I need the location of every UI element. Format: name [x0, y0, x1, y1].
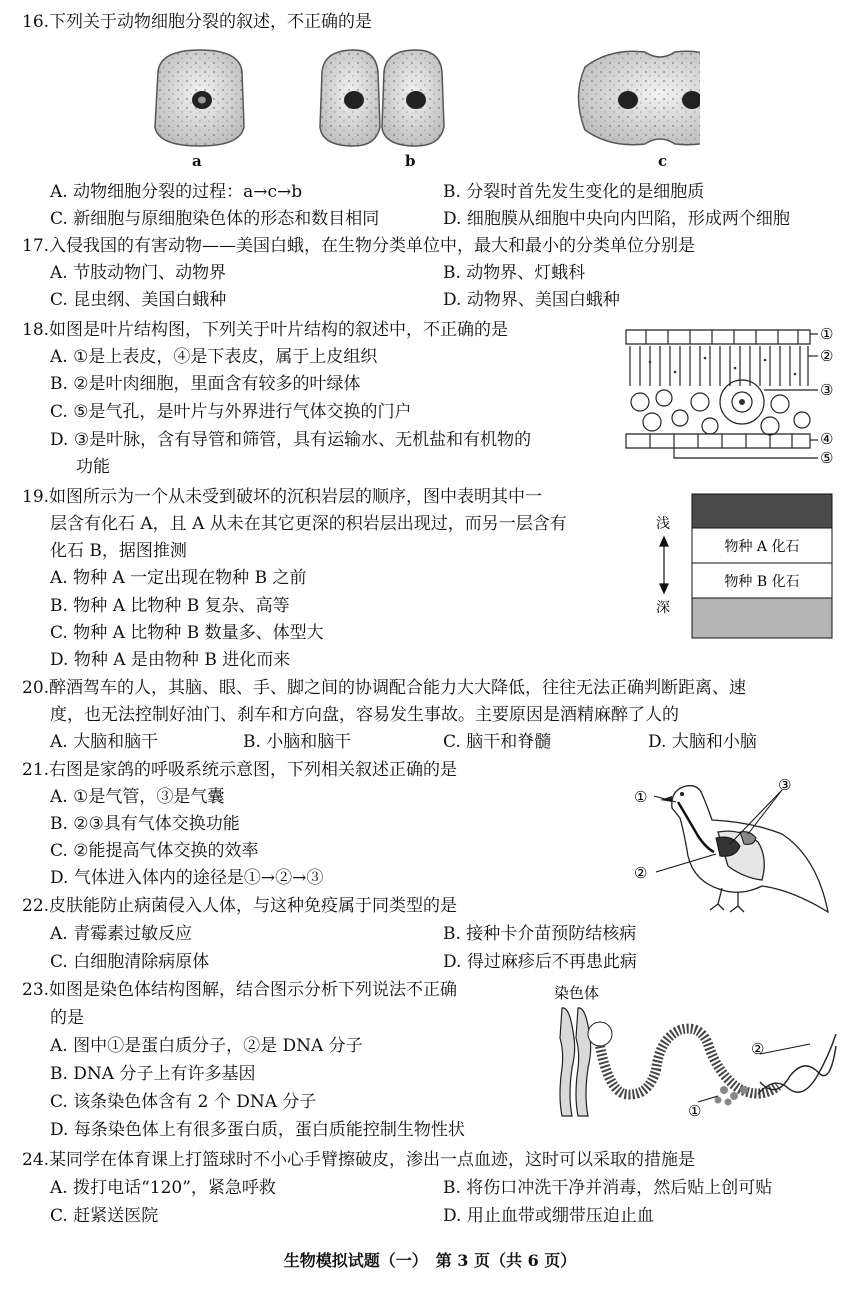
q20-option-d: D. 大脑和小脑	[648, 732, 757, 752]
leaf-label-1: ①	[820, 325, 834, 343]
q23-option-d: D. 每条染色体上有很多蛋白质，蛋白质能控制生物性状	[50, 1120, 465, 1140]
q23-option-c: C. 该条染色体含有 2 个 DNA 分子	[50, 1092, 317, 1112]
q16-option-b: B. 分裂时首先发生变化的是细胞质	[443, 182, 705, 202]
q22-option-d: D. 得过麻疹后不再患此病	[443, 952, 637, 972]
q16-stem: 16.下列关于动物细胞分裂的叙述，不正确的是	[22, 12, 373, 32]
leaf-label-5: ⑤	[820, 449, 834, 467]
chromosome-title: 染色体	[554, 984, 600, 1002]
q19-stem-2: 层含有化石 A，且 A 从未在其它更深的积岩层出现过，而另一层含有	[50, 514, 567, 534]
q22-option-b: B. 接种卡介苗预防结核病	[443, 924, 637, 944]
shallow-label: 浅	[656, 516, 670, 532]
q18-option-d-cont: 功能	[76, 457, 110, 477]
q21-option-c: C. ②能提高气体交换的效率	[50, 841, 259, 861]
q17-option-b: B. 动物界、灯蛾科	[443, 263, 586, 283]
leaf-label-2: ②	[820, 347, 834, 365]
q18-option-c: C. ⑤是气孔，是叶片与外界进行气体交换的门户	[50, 402, 412, 422]
q20-option-b: B. 小脑和脑干	[243, 732, 352, 752]
q16-option-c: C. 新细胞与原细胞染色体的形态和数目相同	[50, 209, 380, 229]
q20-stem-2: 度，也无法控制好油门、刹车和方向盘，容易发生事故。主要原因是酒精麻醉了人的	[50, 705, 679, 725]
cell-b	[320, 50, 444, 146]
q19-option-a: A. 物种 A 一定出现在物种 B 之前	[50, 568, 307, 588]
leaf-structure-figure	[620, 322, 840, 470]
q18-option-a: A. ①是上表皮，④是下表皮，属于上皮组织	[50, 347, 378, 367]
q21-stem: 21.右图是家鸽的呼吸系统示意图，下列相关叙述正确的是	[22, 760, 458, 780]
q22-option-c: C. 白细胞清除病原体	[50, 952, 210, 972]
q17-stem: 17.入侵我国的有害动物——美国白蛾，在生物分类单位中，最大和最小的分类单位分别是	[22, 236, 696, 256]
q16-option-d: D. 细胞膜从细胞中央向内凹陷，形成两个细胞	[443, 209, 790, 229]
q23-option-b: B. DNA 分子上有许多基因	[50, 1064, 256, 1084]
q19-stem-1: 19.如图所示为一个从未受到破坏的沉积岩层的顺序，图中表明其中一	[22, 487, 543, 507]
q19-option-d: D. 物种 A 是由物种 B 进化而来	[50, 650, 291, 670]
q17-option-d: D. 动物界、美国白蛾种	[443, 290, 620, 310]
pigeon-respiratory-figure	[632, 772, 832, 918]
depth-arrow	[660, 537, 668, 593]
q24-option-c: C. 赶紧送医院	[50, 1206, 159, 1226]
stratum-bottom	[692, 598, 832, 638]
deep-label: 深	[656, 600, 670, 616]
q18-option-b: B. ②是叶肉细胞，里面含有较多的叶绿体	[50, 374, 361, 394]
q22-stem: 22.皮肤能防止病菌侵入人体，与这种免疫属于同类型的是	[22, 896, 458, 916]
q23-stem-1: 23.如图是染色体结构图解，结合图示分析下列说法不正确	[22, 980, 458, 1000]
q18-option-d: D. ③是叶脉，含有导管和筛管，具有运输水、无机盐和有机物的	[50, 430, 532, 450]
label-c: c	[658, 152, 668, 170]
q24-option-d: D. 用止血带或绷带压迫止血	[443, 1206, 654, 1226]
stratum-top	[692, 494, 832, 528]
chromosome-label-1: ①	[688, 1102, 702, 1120]
q20-option-a: A. 大脑和脑干	[50, 732, 159, 752]
leaf-label-4: ④	[820, 430, 834, 448]
q21-option-a: A. ①是气管，③是气囊	[50, 787, 225, 807]
q24-option-b: B. 将伤口冲洗干净并消毒，然后贴上创可贴	[443, 1178, 773, 1198]
page-footer: 生物模拟试题（一） 第 3 页（共 6 页）	[283, 1251, 577, 1270]
q20-stem-1: 20.醉酒驾车的人，其脑、眼、手、脚之间的协调配合能力大大降低，往往无法正确判断距离、速	[22, 678, 747, 698]
q24-stem: 24.某同学在体育课上打篮球时不小心手臂擦破皮，渗出一点血迹，这时可以采取的措施是	[22, 1150, 696, 1170]
q23-stem-2: 的是	[50, 1008, 84, 1028]
cell-a	[155, 50, 244, 146]
label-b: b	[405, 152, 416, 170]
q18-stem: 18.如图是叶片结构图，下列关于叶片结构的叙述中，不正确的是	[22, 320, 509, 340]
chromosome-label-2: ②	[751, 1040, 765, 1058]
chromosome-figure	[548, 978, 838, 1126]
rock-strata-figure	[650, 490, 840, 642]
cell-division-figure	[140, 42, 700, 172]
q24-option-a: A. 拨打电话“120”，紧急呼救	[50, 1178, 276, 1198]
q20-option-c: C. 脑干和脊髓	[443, 732, 552, 752]
q19-option-b: B. 物种 A 比物种 B 复杂、高等	[50, 596, 290, 616]
q19-option-c: C. 物种 A 比物种 B 数量多、体型大	[50, 623, 324, 643]
q19-stem-3: 化石 B，据图推测	[50, 541, 187, 561]
q17-option-a: A. 节肢动物门、动物界	[50, 263, 227, 283]
cell-c	[579, 51, 701, 144]
q16-option-a: A. 动物细胞分裂的过程：a→c→b	[50, 182, 303, 202]
pigeon-label-3: ③	[778, 776, 792, 794]
q23-option-a: A. 图中①是蛋白质分子，②是 DNA 分子	[50, 1036, 363, 1056]
leaf-label-3: ③	[820, 381, 834, 399]
q21-option-d: D. 气体进入体内的途径是①→②→③	[50, 868, 324, 888]
q22-option-a: A. 青霉素过敏反应	[50, 924, 193, 944]
layer-a-label: 物种 A 化石	[724, 539, 800, 555]
label-a: a	[192, 152, 202, 170]
q21-option-b: B. ②③具有气体交换功能	[50, 814, 240, 834]
layer-b-label: 物种 B 化石	[724, 574, 800, 590]
pigeon-label-1: ①	[634, 788, 648, 806]
q17-option-c: C. 昆虫纲、美国白蛾种	[50, 290, 227, 310]
pigeon-label-2: ②	[634, 864, 648, 882]
